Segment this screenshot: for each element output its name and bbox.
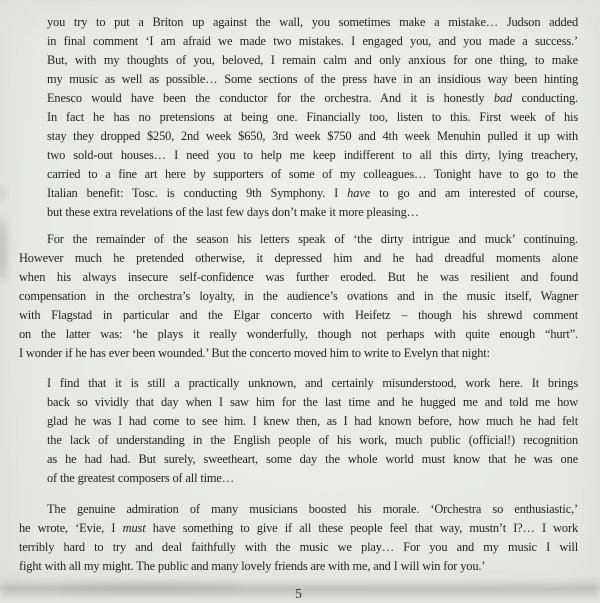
- text-run: glad he was I had come to see him. I knew then, as I had known before, how much he had felt: [47, 414, 578, 428]
- text-run: Italian benefit: Tosc. is conducting 9th Symphony. I: [47, 186, 348, 200]
- text-run: the lack of understanding in the English people of his work, much public (official!) recognition: [47, 433, 578, 447]
- block-quote: [47, 374, 578, 488]
- text-line: [19, 230, 578, 249]
- text-line: [47, 412, 578, 431]
- text-line: [19, 268, 578, 287]
- text-run: conducting.: [512, 91, 578, 105]
- text-run: in final comment ‘I am afraid we made two mistakes. I engaged you, and you made a success.’: [47, 34, 578, 48]
- text-line: [47, 450, 578, 469]
- text-run: I wonder if he has ever been wounded.’ But the concerto moved him to write to Evelyn that night:: [19, 346, 490, 360]
- text-line: [47, 393, 578, 412]
- text-line: [47, 51, 578, 70]
- text-line: [19, 344, 578, 363]
- text-run: compensation in the orchestra’s loyalty, in the audience’s ovations and in the music itself, Wagner: [19, 289, 578, 303]
- block-quote: [47, 13, 578, 222]
- text-run: Enesco would have been the conductor for the orchestra. And it is honestly: [47, 91, 494, 105]
- text-line: [47, 203, 578, 222]
- text-line: [47, 70, 578, 89]
- text-run: when his always insecure self-confidence was further eroded. But he was resilient and found: [19, 270, 578, 284]
- text-line: [47, 184, 578, 203]
- text-line: [19, 557, 578, 576]
- text-run: However much he pretended otherwise, it depressed him and he had dreadful moments alone: [19, 251, 578, 265]
- text-line: [47, 431, 578, 450]
- text-line: [19, 519, 578, 538]
- text-run: carried to a fine art here by supporters of some of my colleagues… Tonight have to go to the: [47, 167, 578, 181]
- text-line: [47, 165, 578, 184]
- text-line: [47, 108, 578, 127]
- text-line: [19, 306, 578, 325]
- scan-smudge-left: [0, 218, 8, 282]
- italic-text-run: bad: [493, 91, 513, 105]
- paragraph: [19, 500, 578, 576]
- paragraph: [19, 230, 578, 363]
- text-line: [47, 469, 578, 488]
- italic-text-run: have: [347, 186, 371, 200]
- text-run: stay they dropped $250, 2nd week $650, 3rd week $750 and 4th week Menuhin pulled it up with: [47, 129, 578, 143]
- text-line: [19, 325, 578, 344]
- page-number: 5: [295, 586, 302, 601]
- text-run: on the latter was: ‘he plays it really wonderfully, though not perhaps with quite enough “hurt”.: [19, 327, 578, 341]
- text-line: [47, 89, 578, 108]
- page-text: [19, 13, 578, 576]
- text-run: to go and am interested of course,: [370, 186, 578, 200]
- text-run: For the remainder of the season his letters speak of ‘the dirty intrigue and muck’ continuing.: [47, 232, 578, 246]
- text-line: [47, 374, 578, 393]
- text-line: [47, 13, 578, 32]
- text-line: [47, 127, 578, 146]
- text-line: [47, 32, 578, 51]
- text-line: [19, 249, 578, 268]
- text-run: But, with my thoughts of you, beloved, I remain calm and only anxious for one thing, to make: [47, 53, 578, 67]
- text-line: [19, 500, 578, 519]
- text-run: back so vividly that day when I saw him for the last time and he hugged me and told me how: [47, 395, 578, 409]
- text-run: with Flagstad in particular and the Elgar concerto with Heifetz – though his shrewd comment: [19, 308, 578, 322]
- text-line: [47, 146, 578, 165]
- text-run: of the greatest composers of all time…: [47, 471, 234, 485]
- text-run: I find that it is still a practically unknown, and certainly misunderstood, work here. It brings: [47, 376, 578, 390]
- text-line: [19, 287, 578, 306]
- text-run: two sold-out houses… I need you to help me keep indifferent to all this dirty, lying treachery,: [47, 148, 578, 162]
- text-run: but these extra revelations of the last few days don’t make it more pleasing…: [47, 205, 419, 219]
- text-line: [19, 538, 578, 557]
- text-run: my music as well as possible… Some sections of the press have in an insidious way been hinting: [47, 72, 578, 86]
- text-run: terribly hard to try and deal faithfully with the music we play… For you and my music I will: [19, 540, 578, 554]
- scan-smudge-left-small: [0, 186, 5, 202]
- text-run: have something to give if all these people feel that way, mustn’t I?… I work: [145, 521, 578, 535]
- text-run: he wrote, ‘Evie, I: [19, 521, 123, 535]
- text-run: The genuine admiration of many musicians boosted his morale. ‘Orchestra so enthusiastic,’: [47, 502, 578, 516]
- text-run: as he had had. But surely, sweetheart, some day the whole world must know that he was one: [47, 452, 578, 466]
- italic-text-run: must: [122, 521, 146, 535]
- text-run: fight with all my might. The public and many lovely friends are with me, and I will win for you.’: [19, 559, 486, 573]
- text-run: In fact he has no pretensions at being one. Financially too, listen to this. First week of his: [47, 110, 578, 124]
- text-run: you try to put a Briton up against the wall, you sometimes make a mistake… Judson added: [47, 15, 578, 29]
